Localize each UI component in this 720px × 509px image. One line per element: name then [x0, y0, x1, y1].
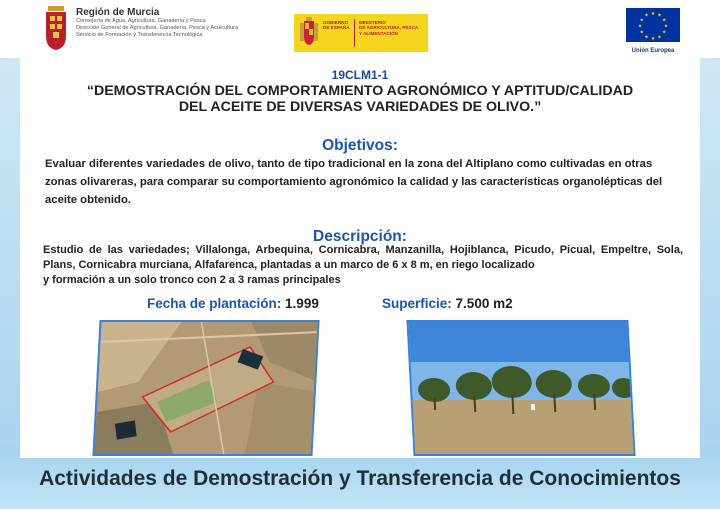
right-decorative-stripe [700, 58, 720, 461]
murcia-shield-icon [44, 6, 68, 50]
descripcion-body: Estudio de las variedades; Villalonga, Arbequina, Cornicabra, Manzanilla, Hojiblanca, Picudo, Picual, Empeltre, Sola, Plans, Cornicabra murciana, Alfafarenca, plantadas a un marco de 6 x 8 m, en riego localizado [43, 244, 683, 271]
fecha-label: Fecha de plantación: [147, 296, 282, 311]
footer-banner [0, 458, 720, 509]
objetivos-heading: Objetivos: [322, 137, 398, 154]
objetivos-text: Evaluar diferentes variedades de olivo, tanto de tipo tradicional en la zona del Altiplano como cultivadas en otras zonas olivareras, para comparar su comportamiento agronómico la calidad y las características organolépticas del aceite obtenido. [45, 158, 663, 206]
ministry-line: DE AGRICULTURA, PESCA [359, 25, 419, 31]
svg-text:★: ★ [657, 34, 662, 41]
descripcion-last-line: y formación a un solo tronco con 2 a 3 ramas principales [43, 274, 341, 286]
descripcion-heading: Descripción: [313, 228, 407, 245]
header [0, 0, 720, 58]
svg-text:★: ★ [644, 34, 649, 41]
svg-text:★: ★ [657, 12, 662, 19]
svg-text:★: ★ [663, 23, 669, 30]
svg-text:★: ★ [644, 12, 649, 19]
murcia-title: Región de Murcia [76, 7, 160, 18]
aerial-field-photo [92, 320, 319, 456]
project-code: 19CLM1-1 [331, 68, 389, 82]
footer-text: Actividades de Demostración y Transferencia de Conocimientos [39, 467, 681, 490]
svg-text:★: ★ [650, 11, 656, 17]
svg-text:★: ★ [650, 36, 656, 42]
eu-label: Unión Europea [631, 48, 675, 54]
main-panel [20, 58, 700, 458]
ministry-line: MINISTERIO [359, 20, 386, 25]
fecha-value: 1.999 [285, 296, 319, 311]
superficie-label: Superficie: [382, 296, 452, 311]
ministry-line: Y ALIMENTACIÓN [359, 30, 398, 36]
olive-grove-photo [406, 320, 635, 456]
murcia-line: Consejería de Agua, Agricultura, Ganadería y Pesca [76, 18, 206, 24]
murcia-line: Servicio de Formación y Transferencia Tecnológica [76, 32, 203, 38]
region-murcia-logo [44, 6, 304, 54]
title-line: “DEMOSTRACIÓN DEL COMPORTAMIENTO AGRONÓMICO Y APTITUD/CALIDAD [86, 83, 634, 99]
svg-text:★: ★ [639, 29, 645, 36]
descripcion-text [43, 243, 683, 288]
union-europea-logo [622, 8, 684, 56]
superficie [382, 296, 513, 311]
svg-text:★: ★ [639, 17, 645, 24]
spain-coat-of-arms-icon [298, 17, 320, 47]
svg-text:★: ★ [661, 29, 667, 36]
svg-text:★: ★ [637, 23, 643, 30]
left-decorative-stripe [0, 58, 20, 461]
title-line: DEL ACEITE DE DIVERSAS VARIEDADES DE OLIVO.” [178, 99, 542, 115]
svg-text:★: ★ [661, 17, 667, 24]
project-title [40, 83, 680, 115]
gob-divider [354, 19, 355, 47]
eu-flag-icon [626, 8, 680, 42]
gob-line: GOBIERNO [323, 20, 349, 25]
superficie-value: 7.500 m2 [455, 296, 513, 311]
fecha-plantacion [147, 296, 319, 311]
olive-trees-image [409, 322, 636, 456]
gobierno-espana-logo [294, 14, 428, 52]
aerial-view-image [94, 322, 319, 456]
gob-line: DE ESPAÑA [323, 25, 350, 31]
murcia-line: Dirección General de Agricultura, Ganadería, Pesca y Acuicultura [76, 25, 238, 31]
